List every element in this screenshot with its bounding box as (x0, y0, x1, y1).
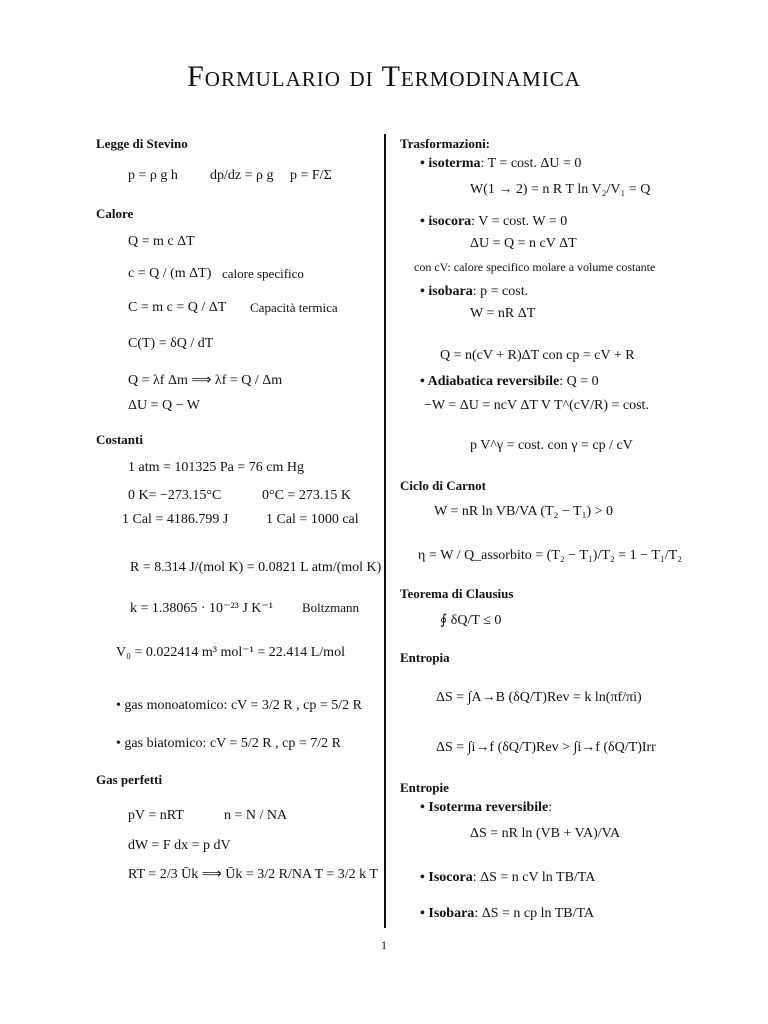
formula-gas-3: dW = F dx = p dV (128, 838, 231, 853)
formula-stevino-2: dp/dz = ρ g (210, 168, 274, 183)
section-heading-gas-perfetti: Gas perfetti (96, 772, 163, 787)
section-heading-costanti: Costanti (96, 432, 143, 447)
costante-kelvin: 0 K= −273.15°C (128, 488, 222, 503)
section-heading-carnot: Ciclo di Carnot (400, 478, 486, 493)
formula-entropia-2: ΔS = ∫i→f (δQ/T)Rev > ∫i→f (δQ/T)Irr (436, 740, 656, 755)
formula-isobara-2: Q = n(cV + R)ΔT con cp = cV + R (440, 348, 635, 363)
column-divider (384, 134, 386, 928)
bullet-adiabatica (420, 374, 599, 390)
formula-carnot-1: W = nR ln VB/VA (T₂ − T₁) > 0 (434, 504, 614, 519)
bullet-isocora-entropia-text: : ΔS = n cV ln TB/TA (472, 870, 596, 885)
formula-adiabatica-2: p V^γ = cost. con γ = cp / cV (470, 438, 633, 453)
costante-celsius: 0°C = 273.15 K (262, 488, 351, 503)
section-heading-entropia: Entropia (400, 650, 450, 665)
section-heading-calore: Calore (96, 206, 134, 221)
costante-r: R = 8.314 J/(mol K) = 0.0821 L atm/(mol K) (130, 560, 382, 575)
bullet-isoterma-text: : T = cost. ΔU = 0 (480, 156, 582, 171)
formula-gas-2: n = N / NA (224, 808, 288, 823)
bullet-gas-monoatomico: • gas monoatomico: cV = 3/2 R , cp = 5/2 R (116, 698, 362, 713)
formula-entropie-1: ΔS = nR ln (VB + VA)/VA (470, 826, 621, 841)
bullet-isobara-entropia-text: : ΔS = n cp ln TB/TA (474, 906, 595, 921)
bullet-gas-biatomico: • gas biatomico: cV = 5/2 R , cp = 7/2 R (116, 736, 341, 751)
formula-stevino-3: p = F/Σ (290, 168, 332, 183)
costante-boltzmann: k = 1.38065 · 10⁻²³ J K⁻¹ (130, 601, 273, 616)
formula-calore-1: Q = m c ΔT (128, 234, 195, 249)
formula-calore-4: C(T) = δQ / dT (128, 336, 214, 351)
formula-gas-1: pV = nRT (128, 808, 184, 823)
formula-carnot-2: η = W / Q_assorbito = (T₂ − T₁)/T₂ = 1 − T₁/T₂ (418, 548, 683, 563)
bullet-isoterma (420, 156, 581, 172)
page-title: Formulario di Termodinamica (187, 60, 581, 93)
costante-cal-j: 1 Cal = 4186.799 J (122, 512, 229, 527)
page-number: 1 (381, 938, 387, 952)
formula-isobara-1: W = nR ΔT (470, 306, 536, 321)
bullet-isoterma-reversibile-label: • Isoterma reversibile (420, 800, 549, 815)
note-calore-specifico: calore specifico (222, 266, 304, 281)
formula-isocora: ΔU = Q = n cV ΔT (470, 236, 577, 251)
formula-calore-6: ΔU = Q − W (128, 398, 200, 413)
bullet-adiabatica-label: • Adiabatica reversibile (420, 374, 560, 389)
bullet-isoterma-reversibile (420, 800, 552, 816)
formula-calore-5: Q = λf Δm ⟹ λf = Q / Δm (128, 373, 283, 388)
bullet-isobara (420, 284, 528, 300)
section-heading-stevino: Legge di Stevino (96, 136, 188, 151)
section-heading-clausius: Teorema di Clausius (400, 586, 514, 601)
section-heading-entropie: Entropie (400, 780, 449, 795)
bullet-isocora-text: : V = cost. W = 0 (471, 214, 568, 229)
bullet-isocora-entropia (420, 870, 595, 886)
section-heading-trasformazioni: Trasformazioni: (400, 136, 491, 151)
formula-isoterma: W(1 → 2) = n R T ln V₂/V₁ = Q (470, 182, 651, 197)
bullet-isoterma-reversibile-text: : (548, 800, 553, 815)
formula-stevino-1: p = ρ g h (128, 168, 178, 183)
formula-gas-4: RT = 2/3 Ūk ⟹ Ūk = 3/2 R/NA T = 3/2 k T (128, 867, 378, 882)
formula-calore-2: c = Q / (m ΔT) (128, 266, 212, 281)
note-capacita-termica: Capacità termica (250, 300, 338, 315)
formula-calore-3: C = m c = Q / ΔT (128, 300, 227, 315)
costante-v0: V₀ = 0.022414 m³ mol⁻¹ = 22.414 L/mol (116, 645, 345, 660)
bullet-isobara-label: • isobara (420, 284, 473, 299)
formula-clausius: ∮ δQ/T ≤ 0 (440, 613, 502, 628)
bullet-isobara-entropia-label: • Isobara (420, 906, 475, 921)
bullet-adiabatica-text: : Q = 0 (559, 374, 599, 389)
formula-entropia-1: ΔS = ∫A→B (δQ/T)Rev = k ln(πf/πi) (436, 690, 642, 705)
bullet-isobara-entropia (420, 906, 594, 922)
bullet-isoterma-label: • isoterma (420, 156, 481, 171)
costante-cal-cal: 1 Cal = 1000 cal (266, 512, 359, 527)
bullet-isocora (420, 214, 567, 230)
note-cv: con cV: calore specifico molare a volume costante (414, 260, 656, 274)
bullet-isocora-label: • isocora (420, 214, 472, 229)
note-boltzmann: Boltzmann (302, 600, 360, 615)
bullet-isocora-entropia-label: • Isocora (420, 870, 473, 885)
formula-adiabatica-1: −W = ΔU = ncV ΔT V T^(cV/R) = cost. (424, 398, 649, 413)
costante-atm: 1 atm = 101325 Pa = 76 cm Hg (128, 460, 304, 475)
bullet-isobara-text: : p = cost. (472, 284, 529, 299)
